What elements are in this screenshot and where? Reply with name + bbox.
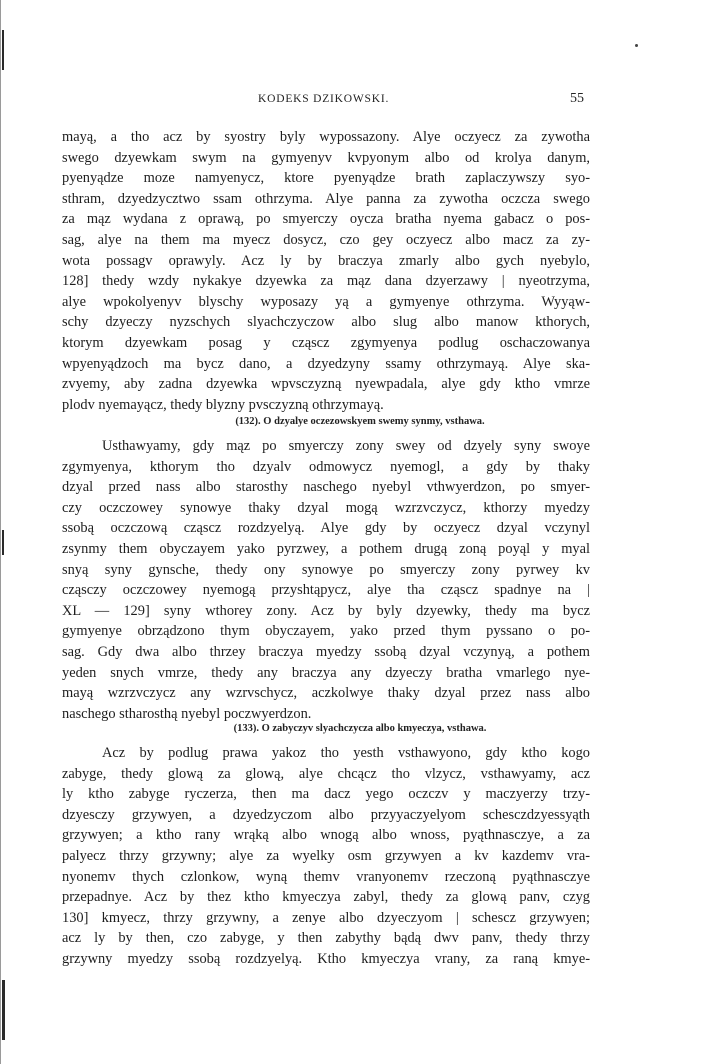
ink-speck bbox=[635, 44, 638, 47]
text-line: ly ktho zabyge ryczerza, then ma dacz yego oczczv y maczyerzy trzy- bbox=[62, 786, 590, 803]
scan-page-edge bbox=[0, 0, 7, 1064]
text-line: czy oczczowey synowye thaky dzyal mogą wzrzvczycz, kthorzy myedzy bbox=[62, 499, 590, 516]
edge-mark bbox=[2, 530, 4, 555]
text-line: za mąz wydana z oprawą, po smyerczy oycza bratha nyema gabacz o pos- bbox=[62, 211, 590, 228]
text-line: sthram, dzyedzycztwo ssam othrzyma. Alye panna za zywotha oczcza swego bbox=[62, 190, 590, 207]
text-line: wota possagv oprawyly. Acz ly by braczya zmarly albo gych nyebylo, bbox=[62, 252, 590, 269]
text-line: gymyenye obrządzono thym obyczayem, yako przed thym pyssano o po- bbox=[62, 623, 590, 640]
paragraph-1 bbox=[62, 127, 590, 415]
text-line: grzywyen; a ktho rany wrąką albo wnogą albo wnoss, pyąthnasczye, a za bbox=[62, 827, 590, 844]
text-line: plodv nyemayącz, thedy blyzny pvsczyzną othrzymayą. bbox=[62, 396, 384, 413]
text-line: Usthawyamy, gdy mąz po smyerczy zony swey od dzyely syny swoye bbox=[102, 438, 590, 454]
text-line: cząsczy oczczowey nyemogą przyshtąpycz, alye tha cząscz spadnye na | bbox=[62, 582, 590, 599]
text-line: sag, alye na them ma myecz dosycz, czo gey oczyecz albo macz za zy- bbox=[62, 231, 590, 248]
text-line: zsynmy them obyczayem yako pyrzwey, a pothem drugą zoną poyąl y myal bbox=[62, 540, 590, 557]
text-line: swego dzyewkam swym na gymyenyv kvpyonym albo od krolya danym, bbox=[62, 149, 590, 166]
text-line: zvyemy, aby zadna dzyewka wpvsczyzną nyewpadala, alye gdy ktho vmrze bbox=[62, 376, 590, 393]
section-heading-132: (132). O dzyalye oczezowskyem swemy synmy, vsthawa. bbox=[235, 416, 485, 427]
text-line: XL — 129] syny wthorey zony. Acz by byly dzyewky, thedy ma bycz bbox=[62, 602, 590, 619]
text-line: acz ly by then, czo zabyge, y then zabythy bądą dwv panv, thedy thrzy bbox=[62, 930, 590, 947]
text-line: ssobą oczczową cząscz rozdzyelyą. Alye gdy by oczyecz dzyal vczynyl bbox=[62, 520, 590, 537]
text-line: mayą, a tho acz by syostry byly wypossazony. Alye oczyecz za zywotha bbox=[62, 129, 590, 145]
text-line: nyonemv thych czlonkow, wyną themv vranyonemv rzeczoną pyąthnasczye bbox=[62, 868, 590, 885]
text-line: schy dzyeczy nyzschych slyachczyczow albo slug albo manow kthorych, bbox=[62, 314, 590, 331]
running-title: KODEKS DZIKOWSKI. bbox=[258, 93, 390, 105]
paragraph-2 bbox=[62, 436, 590, 724]
text-line: grzywny myedzy ssobą rozdzyelyą. Ktho kmyeczya vrany, za raną kmye- bbox=[62, 950, 590, 967]
text-line: zgymyenya, kthorym tho dzyalv odmowycz nyemogl, a gdy by thaky bbox=[62, 458, 590, 475]
text-line: dzyal przed nass albo starosthy naschego nyebyl vthwyerdzon, po smyer- bbox=[62, 479, 590, 496]
text-line: zabyge, thedy glową za glową, alye chcącz tho vlzycz, vsthawyamy, acz bbox=[62, 765, 590, 782]
text-line: wpyenyądzoch ma bycz dano, a dzyedzyny ssamy othrzymayą. Alye ska- bbox=[62, 355, 590, 372]
text-line: mayą wzrzvczycz any wzrvschycz, aczkolwye thaky dzyal przez nass albo bbox=[62, 685, 590, 702]
text-line: przepadnye. Acz by thez ktho kmyeczya zabyl, thedy za glową panv, czyg bbox=[62, 889, 590, 906]
text-line: pyenyądze moze namyenycz, ktore pyenyądze brath zaplaczywszy syo- bbox=[62, 170, 590, 187]
text-line: dzyesczy grzywyen, a dzyedzyczom albo przyyaczyelyom schesczdzyessyąth bbox=[62, 806, 590, 823]
paragraph-3 bbox=[62, 743, 590, 970]
edge-mark bbox=[2, 980, 5, 1040]
text-line: naschego stharosthą nyebyl poczwyerdzon. bbox=[62, 705, 312, 722]
text-line: palyecz thrzy grzywny; alye za wyelky osm grzywyen a kv kazdemv vra- bbox=[62, 847, 590, 864]
text-line: ktorym dzyewkam posag y cząscz zgymyenya podlug oschaczowanya bbox=[62, 334, 590, 351]
text-line: sag. Gdy dwa albo thrzey braczya myedzy ssobą dzyal vczynyą, a pothem bbox=[62, 643, 590, 660]
page-number: 55 bbox=[570, 91, 584, 106]
text-line: 130] kmyecz, thrzy grzywny, a zenye albo dzyeczyom | schescz grzywyen; bbox=[62, 909, 590, 926]
edge-mark bbox=[2, 30, 4, 70]
text-line: Acz by podlug prawa yakoz tho yesth vsthawyono, gdy ktho kogo bbox=[102, 745, 590, 761]
text-line: alye wpokolyenyv blyschy wyposazy yą a gymyenye othrzyma. Wyyąw- bbox=[62, 293, 590, 310]
text-line: 128] thedy wzdy nykakye dzyewka za mąz dana dzyerzawy | nyeotrzyma, bbox=[62, 273, 590, 290]
text-line: snyą syny gynsche, thedy ony synowye po smyerczy zony pyrwey kv bbox=[62, 561, 590, 578]
section-heading-133: (133). O zabyczyv slyachczycza albo kmyeczya, vsthawa. bbox=[233, 723, 487, 734]
text-line: yeden snych vmrze, thedy any braczya any dzyeczy bratha vmarlego nye- bbox=[62, 664, 590, 681]
